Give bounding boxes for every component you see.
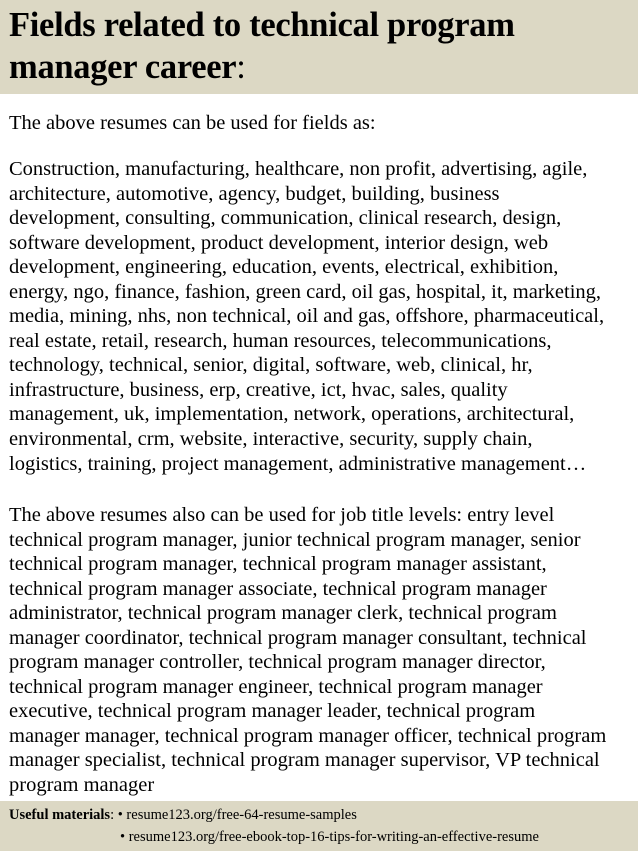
- text-line: real estate, retail, research, human resources, telecommunications,: [9, 329, 552, 352]
- intro-text: The above resumes can be used for fields as:: [9, 112, 376, 134]
- fields-paragraph: [9, 157, 604, 476]
- title-colon: :: [236, 48, 246, 86]
- text-line: infrastructure, business, erp, creative, ict, hvac, sales, quality: [9, 378, 508, 401]
- footer-link[interactable]: • resume123.org/free-64-resume-samples: [117, 807, 357, 823]
- page-title: [9, 4, 638, 88]
- title-band: [0, 0, 638, 94]
- text-line: technical program manager, junior technical program manager, senior: [9, 528, 581, 551]
- text-line: Construction, manufacturing, healthcare, non profit, advertising, agile,: [9, 158, 588, 180]
- text-line: manager specialist, technical program manager supervisor, VP technical: [9, 749, 600, 772]
- text-line: manager coordinator, technical program manager consultant, technical: [9, 626, 587, 649]
- footer-link[interactable]: • resume123.org/free-ebook-top-16-tips-for-writing-an-effective-resume: [120, 829, 539, 845]
- text-line: media, mining, nhs, non technical, oil and gas, offshore, pharmaceutical,: [9, 305, 605, 328]
- text-line: technical program manager associate, technical program manager: [9, 577, 547, 600]
- text-line: technology, technical, senior, digital, software, web, clinical, hr,: [9, 354, 533, 377]
- text-line: technical program manager engineer, technical program manager: [9, 675, 543, 698]
- footer-band: [0, 801, 638, 851]
- text-line: manager manager, technical program manager officer, technical program: [9, 724, 607, 747]
- text-line: executive, technical program manager leader, technical program: [9, 700, 536, 723]
- text-line: architecture, automotive, agency, budget, building, business: [9, 182, 500, 205]
- text-line: energy, ngo, finance, fashion, green card, oil gas, hospital, it, marketing,: [9, 280, 602, 303]
- job-levels-paragraph: [9, 503, 606, 798]
- text-line: administrator, technical program manager clerk, technical program: [9, 602, 557, 625]
- title-text: Fields related to technical program manager career: [9, 6, 515, 86]
- text-line: development, consulting, communication, clinical research, design,: [9, 207, 562, 230]
- text-line: development, engineering, education, events, electrical, exhibition,: [9, 256, 559, 279]
- text-line: program manager controller, technical program manager director,: [9, 651, 546, 674]
- footer-sep: :: [110, 807, 118, 823]
- text-line: software development, product development, interior design, web: [9, 231, 549, 254]
- text-line: The above resumes also can be used for job title levels: entry level: [9, 504, 555, 526]
- text-line: logistics, training, project management, administrative management…: [9, 452, 587, 475]
- text-line: environmental, crm, website, interactive, security, supply chain,: [9, 428, 533, 451]
- text-line: program manager: [9, 774, 155, 797]
- footer-label: Useful materials: [9, 807, 111, 823]
- text-line: management, uk, implementation, network, operations, architectural,: [9, 403, 575, 426]
- text-line: technical program manager, technical program manager assistant,: [9, 553, 547, 576]
